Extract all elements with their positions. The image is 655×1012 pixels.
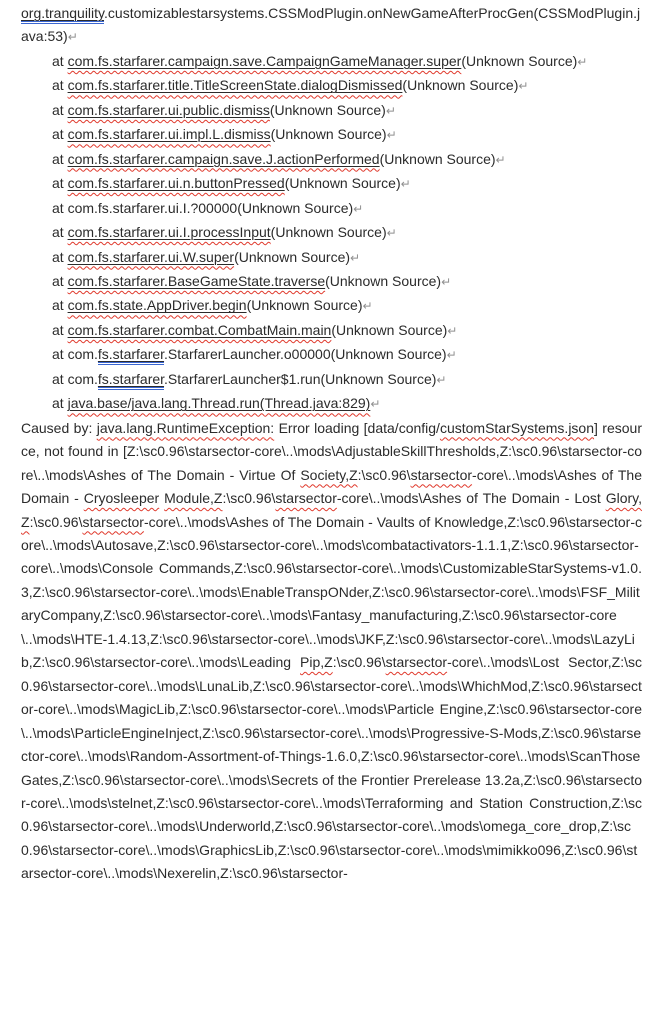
- text-run: (Unknown Source): [270, 224, 387, 241]
- stack-trace-line: [21, 294, 642, 318]
- text-run: fs.starfarer: [98, 346, 164, 365]
- text-run: at com.fs.starfarer.ui.I.?00000(Unknown Source): [52, 199, 354, 216]
- line-break-mark-icon: ↵: [385, 103, 396, 118]
- stack-trace-line: [21, 99, 642, 123]
- text-run: -core\..\mods\Ashes of The Domain - Vaults of Knowledge,Z:\sc0.96\starsector-core\..\mods\Autosave,Z:\sc0.96\starsector-core\..\mods\combatactivators-1.1.1,Z:\sc0.96\starsector-core\..\mods\Console Commands,Z:\sc0.96\starsector-core\..\mods\CustomizableStarSystems-v1.0.3,Z:\sc0.96\starsector-core\..\mods\EnableTranspONder,Z:\sc0.96\starsector-core\..\mods\FSF_MilitaryCompany,Z:\sc0.96\starsector-core\..\mods\Fantasy_manufacturing,Z:\sc0.96\starsector-core\..\mods\HTE-1.4.13,Z:\sc0.96\starsector-core\..\mods\JKF,Z:\sc0.96\starsector-core\..\mods\LazyLib,Z:\sc0.96\starsector-core\..\mods\Leading: [21, 513, 642, 671]
- text-run: (Unknown Source): [402, 77, 519, 94]
- text-run: at: [52, 297, 68, 314]
- text-run: (Unknown Source): [461, 52, 578, 69]
- text-run: at: [52, 77, 68, 94]
- text-run: com.fs.state.AppDriver.begin: [67, 297, 247, 314]
- text-run: (Unknown Source): [234, 248, 351, 265]
- text-run: :\sc0.96\: [357, 466, 411, 483]
- text-run: Caused by:: [21, 419, 97, 436]
- text-run: at: [52, 101, 68, 118]
- line-break-mark-icon: ↵: [67, 30, 78, 45]
- text-run: (Unknown Source): [246, 297, 363, 314]
- text-run: at: [52, 248, 68, 265]
- text-run: (Unknown Source): [331, 321, 448, 338]
- text-run: Module,Z: [164, 490, 223, 507]
- text-run: starsector: [275, 490, 337, 507]
- text-run: com.fs.starfarer.ui.n.buttonPressed: [67, 175, 285, 192]
- text-run: com.fs.starfarer.ui.public.dismiss: [67, 101, 270, 118]
- stack-trace-line: [21, 246, 642, 270]
- text-run: com.fs.starfarer.ui.W.super: [67, 248, 235, 265]
- stack-trace-line: [21, 368, 642, 392]
- text-run: starsector: [82, 513, 144, 530]
- text-run: com.fs.starfarer.combat.CombatMain.main: [67, 321, 332, 338]
- text-run: Cryosleeper: [83, 490, 160, 507]
- text-run: at com.: [52, 346, 98, 363]
- text-run: Pip,Z: [300, 654, 333, 671]
- line-break-mark-icon: ↵: [577, 54, 588, 69]
- text-run: at com.: [52, 370, 98, 387]
- line-break-mark-icon: ↵: [353, 201, 364, 216]
- stack-trace-line: [21, 123, 642, 147]
- text-run: Glory,Z: [21, 490, 642, 530]
- text-run: ] resource, not found in [Z:\sc0.96\starsector-core\..\mods\AdjustableSkillThresholds,Z:\sc0.96\starsector-core\..\mods\Ashes of The Domain - Virtue Of: [21, 419, 642, 483]
- text-run: .StarfarerLauncher.o00000(Unknown Source): [164, 346, 447, 363]
- text-run: (Unknown Source): [270, 126, 387, 143]
- text-run: :\sc0.96\: [29, 513, 83, 530]
- line-break-mark-icon: ↵: [436, 372, 447, 387]
- text-run: customStarSystems.json: [439, 419, 595, 436]
- stack-trace-line: [21, 270, 642, 294]
- text-run: at: [52, 272, 68, 289]
- text-run: .StarfarerLauncher$1.run(Unknown Source): [164, 370, 437, 387]
- line-break-mark-icon: ↵: [400, 177, 411, 192]
- line-break-mark-icon: ↵: [362, 299, 373, 314]
- text-run: com.fs.starfarer.campaign.save.CampaignGameManager.super: [67, 52, 462, 69]
- line-break-mark-icon: ↵: [518, 79, 529, 94]
- stack-trace-line: [21, 343, 642, 367]
- text-run: com.fs.starfarer.title.TitleScreenState.dialogDismissed: [67, 77, 403, 94]
- text-run: at: [52, 52, 68, 69]
- stack-trace-line: [21, 148, 642, 172]
- line-break-mark-icon: ↵: [350, 250, 361, 265]
- stack-trace-line: [21, 74, 642, 98]
- line-break-mark-icon: ↵: [495, 152, 506, 167]
- text-run: at: [52, 150, 68, 167]
- stack-trace-line: [21, 319, 642, 343]
- text-run: at: [52, 126, 68, 143]
- text-run: fs.starfarer: [98, 371, 164, 390]
- line-break-mark-icon: ↵: [441, 274, 452, 289]
- text-run: Error loading [data/config/: [274, 419, 440, 436]
- stack-trace-line: [21, 221, 642, 245]
- line-break-mark-icon: ↵: [386, 226, 397, 241]
- line-break-mark-icon: ↵: [446, 348, 457, 363]
- text-run: (Unknown Source): [325, 272, 442, 289]
- stack-trace-line: [21, 392, 642, 416]
- text-run: java.base/java.lang.Thread.run(Thread.java:829): [67, 395, 371, 412]
- text-run: com.fs.starfarer.campaign.save.J.actionPerformed: [67, 150, 380, 167]
- text-run: :\sc0.96\: [332, 654, 386, 671]
- line-break-mark-icon: ↵: [370, 397, 381, 412]
- text-run: .customizablestarsystems.CSSModPlugin.onNewGameAfterProcGen(CSSModPlugin.java:53): [21, 5, 641, 45]
- stack-trace-line: [21, 172, 642, 196]
- text-run: :\sc0.96\: [222, 490, 276, 507]
- text-run: at: [52, 395, 68, 412]
- text-run: java.lang.RuntimeException:: [96, 419, 275, 436]
- text-run: -core\..\mods\Lost Sector,Z:\sc0.96\starsector-core\..\mods\LunaLib,Z:\sc0.96\starsector-core\..\mods\WhichMod,Z:\sc0.96\starsector-core\..\mods\MagicLib,Z:\sc0.96\starsector-core\..\mods\Particle Engine,Z:\sc0.96\starsector-core\..\mods\ParticleEngineInject,Z:\sc0.96\starsector-core\..\mods\Progressive-S-Mods,Z:\sc0.96\starsector-core\..\mods\Random-Assortment-of-Things-1.6.0,Z:\sc0.96\starsector-core\..\mods\ScanThoseGates,Z:\sc0.96\starsector-core\..\mods\Secrets of the Frontier Prerelease 13.2a,Z:\sc0.96\starsector-core\..\mods\stelnet,Z:\sc0.96\starsector-core\..\mods\Terraforming and Station Construction,Z:\sc0.96\starsector-core\..\mods\Underworld,Z:\sc0.96\starsector-core\..\mods\omega_core_drop,Z:\sc0.96\starsector-core\..\mods\GraphicsLib,Z:\sc0.96\starsector-core\..\mods\mimikko096,Z:\sc0.96\starsector-core\..\mods\Nexerelin,Z:\sc0.96\starsector-: [21, 654, 643, 882]
- text-run: -core\..\mods\Ashes of The Domain - Lost: [336, 490, 606, 507]
- stack-trace-line: [21, 50, 642, 74]
- text-run: org.tranquility: [21, 5, 104, 24]
- line-break-mark-icon: ↵: [386, 128, 397, 143]
- stack-trace-line: [21, 197, 642, 221]
- text-run: starsector: [410, 466, 473, 483]
- text-run: starsector: [385, 654, 448, 671]
- line-break-mark-icon: ↵: [447, 323, 458, 338]
- text-run: at: [52, 321, 68, 338]
- log-paragraph: [21, 2, 642, 50]
- log-paragraph: [21, 417, 642, 886]
- text-run: (Unknown Source): [269, 101, 386, 118]
- text-run: com.fs.starfarer.ui.I.processInput: [67, 224, 271, 241]
- text-run: (Unknown Source): [284, 175, 401, 192]
- text-run: (Unknown Source): [379, 150, 496, 167]
- text-run: at: [52, 224, 68, 241]
- text-run: Society,Z: [300, 466, 358, 483]
- text-run: -core\..\mods\Ashes of The Domain -: [21, 466, 642, 507]
- text-run: at: [52, 175, 68, 192]
- text-run: com.fs.starfarer.BaseGameState.traverse: [67, 272, 326, 289]
- text-run: com.fs.starfarer.ui.impl.L.dismiss: [67, 126, 271, 143]
